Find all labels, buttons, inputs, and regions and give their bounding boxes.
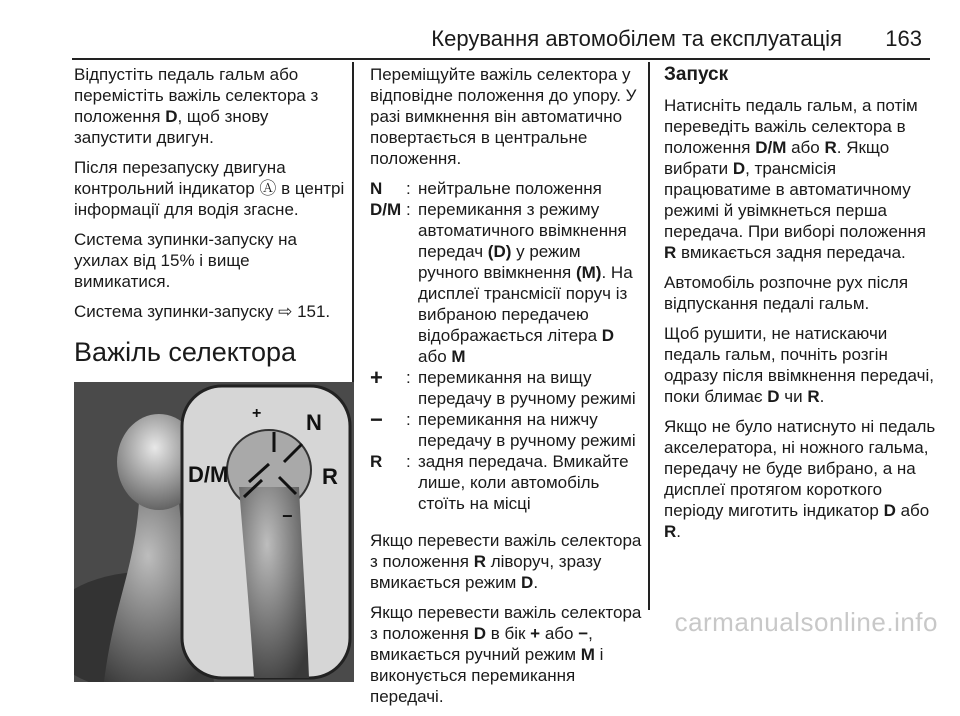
bold-text: M xyxy=(451,347,466,366)
text: . xyxy=(533,573,539,592)
mode-row-dm xyxy=(370,199,642,367)
bold-text: D xyxy=(883,501,896,520)
mode-key: R xyxy=(370,452,383,471)
bold-text: D/M xyxy=(755,138,787,157)
text: Якщо не було натиснуто ні педаль акселератора, ні ножного гальма, передачу не буде вибрано, а на дисплеї протягом короткого періоду миготить індикатор xyxy=(664,417,936,520)
text: Якщо перевести важіль селектора з положення xyxy=(370,603,642,643)
text: ліворуч, зразу вмикається режим xyxy=(370,552,602,592)
paragraph: Система зупинки-запуску на ухилах від 15% і вище вимикатися. xyxy=(74,230,297,291)
bold-text: R xyxy=(473,552,486,571)
minus-icon: − xyxy=(370,407,383,432)
paragraph xyxy=(664,95,940,263)
mode-colon: : xyxy=(406,200,411,219)
mode-colon: : xyxy=(406,410,411,429)
column-3 xyxy=(664,64,940,551)
text: або xyxy=(540,624,579,643)
plus-icon: + xyxy=(370,365,383,390)
mode-description: перемикання на вищу передачу в ручному режимі xyxy=(418,368,636,408)
r-label: R xyxy=(322,464,338,489)
mode-colon: : xyxy=(406,452,411,471)
paragraph: Автомобіль розпочне рух після відпускання педалі гальм. xyxy=(664,273,909,313)
page-number: 163 xyxy=(885,26,922,51)
column-2 xyxy=(370,64,642,716)
mode-row-n xyxy=(370,178,642,199)
text: Після перезапуску двигуна контрольний індикатор xyxy=(74,158,286,198)
text: . xyxy=(819,387,825,406)
mode-description: задня передача. Вмикайте лише, коли автомобіль стоїть на місці xyxy=(418,452,629,513)
text: , щоб знову запустити двигун. xyxy=(74,107,269,147)
text: Щоб рушити, не натискаючи педаль гальм, почніть розгін одразу після ввімкнення передачі, поки блимає xyxy=(664,324,934,406)
text: в бік xyxy=(486,624,531,643)
n-label: N xyxy=(306,410,322,435)
mode-description: нейтральне положення xyxy=(418,179,602,198)
text: перемикання з режиму автоматичного ввімкнення передач xyxy=(418,200,627,261)
text: . xyxy=(676,522,682,541)
text: Система зупинки-запуску xyxy=(74,302,279,321)
section-title: Важіль селектора xyxy=(74,337,297,367)
bold-text: D xyxy=(732,159,746,178)
text: Натисніть педаль гальм, а потім переведіть важіль селектора в положення xyxy=(664,96,918,157)
bold-text: M xyxy=(580,645,595,664)
text: чи xyxy=(779,387,808,406)
text: , вмикається ручний режим xyxy=(370,624,593,664)
page-reference-icon: ⇨ xyxy=(278,302,293,321)
bold-text: (M) xyxy=(575,263,602,282)
header-divider xyxy=(72,58,930,60)
page-reference-link[interactable]: 151. xyxy=(292,302,331,321)
paragraph xyxy=(664,323,940,407)
mode-row-r xyxy=(370,451,642,514)
bold-text: R xyxy=(664,243,677,262)
text: Відпустіть педаль гальм або перемістіть важіль селектора з положення xyxy=(74,65,319,126)
paragraph xyxy=(664,416,940,542)
bold-text: (D) xyxy=(487,242,512,261)
watermark: carmanualsonline.info xyxy=(674,607,938,637)
auto-stop-indicator-icon: Ⓐ xyxy=(259,179,277,198)
text: або xyxy=(786,138,825,157)
plus-label: + xyxy=(252,405,262,422)
text: і виконується перемикання передачі. xyxy=(370,645,604,706)
paragraph xyxy=(74,157,346,220)
paragraph xyxy=(74,301,346,322)
subsection-title: Запуск xyxy=(664,64,729,85)
text: або xyxy=(418,347,452,366)
mode-key: D/M xyxy=(370,200,402,219)
text: у режим ручного ввімкнення xyxy=(418,242,581,282)
mode-description: перемикання на нижчу передачу в ручному режимі xyxy=(418,410,636,450)
bold-text: D xyxy=(601,326,615,345)
paragraph xyxy=(370,530,642,593)
paragraph xyxy=(370,602,642,707)
gear-selector-svg xyxy=(74,382,354,682)
mode-key: N xyxy=(370,179,383,198)
bold-text: D xyxy=(165,107,178,126)
header-title: Керування автомобілем та експлуатація xyxy=(431,26,842,51)
paragraph: Переміщуйте важіль селектора у відповідне положення до упору. У разі вимкнення він автоматично повертається в центральне положення. xyxy=(370,65,637,168)
column-divider-2 xyxy=(648,62,650,610)
text: вмикається задня передача. xyxy=(676,243,906,262)
bold-text: D xyxy=(473,624,486,643)
mode-row-plus xyxy=(370,367,642,409)
bold-text: R xyxy=(807,387,820,406)
mode-colon: : xyxy=(406,179,411,198)
mode-description xyxy=(418,199,642,367)
paragraph xyxy=(74,64,346,148)
minus-icon: − xyxy=(578,624,589,643)
column-1 xyxy=(74,64,346,682)
text: . На дисплеї трансмісії поруч із вибраною передачею відображається літера xyxy=(418,263,633,345)
text: . Якщо вибрати xyxy=(664,138,890,178)
dm-label: D/M xyxy=(188,462,229,487)
bold-text: R xyxy=(664,522,677,541)
bold-text: D xyxy=(767,387,780,406)
text: Якщо перевести важіль селектора з положення xyxy=(370,531,642,571)
text: в центрі інформації для водія згасне. xyxy=(74,179,345,219)
minus-label: − xyxy=(282,506,293,526)
text: або xyxy=(895,501,930,520)
plus-icon: + xyxy=(530,624,541,643)
gear-selector-illustration xyxy=(74,382,354,682)
bold-text: D xyxy=(521,573,534,592)
mode-row-minus xyxy=(370,409,642,451)
text: , трансмісія працюватиме в автоматичному режимі й увімкнеться перша передача. При виборі положення xyxy=(664,159,926,241)
bold-text: R xyxy=(824,138,837,157)
mode-colon: : xyxy=(406,368,411,387)
